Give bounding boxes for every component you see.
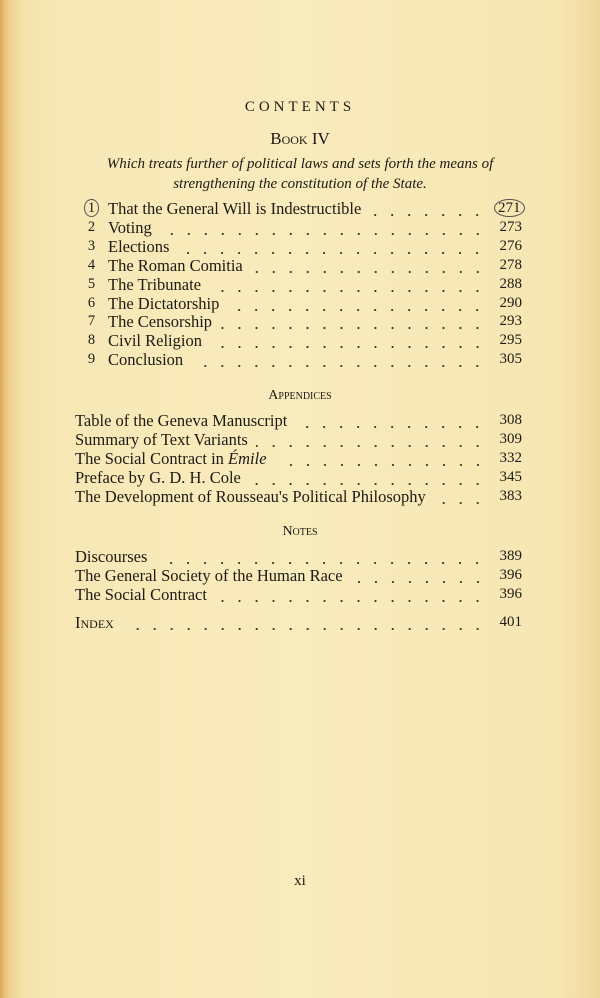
entry-title: [75, 487, 426, 506]
entry-title: [108, 218, 152, 237]
entry-title: [108, 312, 212, 331]
toc-entry-index[interactable]: [75, 613, 522, 632]
entry-page-text: 389: [499, 548, 522, 564]
subtitle-line-1: Which treats further of political laws and sets forth the means of: [106, 156, 494, 172]
notes-heading: Notes: [282, 524, 318, 539]
entry-title-emphasis: Émile: [228, 449, 267, 468]
entry-page: [494, 331, 522, 350]
entry-title: [108, 275, 201, 294]
toc-entry[interactable]: [75, 294, 522, 313]
entry-page: [494, 256, 522, 275]
leader-dots: [160, 218, 486, 237]
entry-title-text: Civil Religion: [108, 331, 202, 351]
entry-title: [108, 256, 243, 275]
leader-dots: [369, 199, 486, 218]
chapter-number-text: 7: [87, 313, 96, 330]
toc-entry[interactable]: [75, 218, 522, 237]
leader-dots: [209, 275, 486, 294]
entry-page-text: 273: [499, 218, 522, 235]
entry-title-text: Preface by G. D. H. Cole: [75, 468, 241, 487]
entry-page-text: 345: [499, 469, 522, 485]
subtitle-line-2: strengthening the constitution of the State.: [173, 176, 427, 192]
chapter-number-text: 3: [87, 237, 96, 254]
leader-dots: [256, 430, 486, 449]
entry-page-text: 396: [499, 567, 522, 583]
leader-dots: [220, 312, 486, 331]
entry-page-text: 383: [499, 488, 522, 504]
entry-page-text: 396: [499, 586, 522, 602]
chapter-number-text: 2: [87, 218, 96, 235]
entry-title-text: Elections: [108, 236, 170, 256]
entry-page: [494, 449, 522, 468]
entry-title-text: The Censorship: [108, 312, 213, 332]
entry-page: [494, 199, 522, 218]
entry-page-text: 295: [499, 332, 522, 349]
toc-entry[interactable]: [75, 237, 522, 256]
leader-dots: [434, 487, 486, 506]
chapter-number: [75, 218, 108, 237]
entry-page: 401: [499, 614, 522, 630]
chapter-number: [75, 275, 108, 294]
entry-page: [494, 468, 522, 487]
page-folio: xi: [294, 873, 306, 889]
entry-title-text: Table of the Geneva Manuscript: [75, 411, 288, 430]
toc-entry[interactable]: [75, 585, 522, 604]
entry-title: [75, 449, 267, 468]
entry-title: [75, 468, 241, 487]
chapter-number: [75, 237, 108, 256]
entry-title-text: That the General Will is Indestructible: [108, 199, 362, 218]
toc-entry[interactable]: [75, 547, 522, 566]
appendices-heading: Appendices: [268, 388, 332, 403]
entry-page: [494, 275, 522, 294]
entry-title-text: The General Society of the Human Race: [75, 566, 343, 585]
toc-entry[interactable]: [75, 312, 522, 331]
chapter-number-text: 9: [87, 351, 96, 368]
entry-title: [108, 237, 169, 256]
chapter-number: [75, 199, 108, 218]
contents-heading: CONTENTS: [244, 99, 356, 115]
entry-title: [75, 566, 343, 585]
entry-page: [494, 237, 522, 256]
toc-entry[interactable]: [75, 566, 522, 585]
entry-page-text: 332: [499, 450, 522, 466]
leader-dots: [210, 331, 486, 350]
entry-title: [108, 199, 361, 218]
entry-page: [494, 566, 522, 585]
toc-entry[interactable]: [75, 275, 522, 294]
chapter-number-text: 4: [87, 256, 96, 273]
leader-dots: [249, 468, 486, 487]
entry-page: [494, 350, 522, 369]
leader-dots: [295, 411, 486, 430]
entry-title: [108, 350, 183, 369]
leader-dots: [351, 566, 486, 585]
entry-title-text: Conclusion: [108, 350, 184, 370]
chapter-number-text: 1: [84, 199, 99, 217]
entry-title-text: The Dictatorship: [108, 293, 220, 313]
entry-title-text: The Social Contract in: [75, 449, 229, 468]
entry-page-text: 293: [499, 313, 522, 330]
chapter-number: [75, 256, 108, 275]
entry-title: [75, 430, 248, 449]
leader-dots: [215, 585, 486, 604]
leader-dots: [251, 256, 486, 275]
entry-title-text: The Tribunate: [108, 274, 202, 294]
entry-title-text: Voting: [108, 217, 152, 237]
toc-entry[interactable]: [75, 199, 522, 218]
entry-title-text: The Roman Comitia: [108, 255, 243, 275]
chapter-number-text: 6: [87, 294, 96, 311]
entry-page: [494, 585, 522, 604]
entry-page-text: 288: [499, 275, 522, 292]
entry-page-text: 271: [494, 199, 525, 217]
leader-dots: [191, 350, 486, 369]
entry-page-text: 309: [499, 431, 522, 447]
chapter-number: [75, 294, 108, 313]
toc-entry[interactable]: [75, 331, 522, 350]
entry-title: [108, 331, 202, 350]
toc-entry[interactable]: [75, 256, 522, 275]
leader-dots: [177, 237, 486, 256]
entry-title-text: Summary of Text Variants: [75, 430, 248, 449]
entry-title: [75, 547, 147, 566]
leader-dots: [227, 294, 486, 313]
entry-title: [75, 411, 287, 430]
book-subtitle: [0, 154, 600, 194]
entry-title: [108, 294, 219, 313]
chapter-number: [75, 331, 108, 350]
entry-page-text: 278: [499, 256, 522, 273]
chapter-number: [75, 350, 108, 369]
chapter-number: [75, 312, 108, 331]
entry-page-text: 276: [499, 237, 522, 254]
leader-dots: [155, 547, 486, 566]
entry-title-text: Discourses: [75, 547, 148, 566]
entry-page: [494, 218, 522, 237]
entry-page-text: 308: [499, 412, 522, 428]
entry-page: [494, 487, 522, 506]
toc-entry[interactable]: [75, 350, 522, 369]
entry-title-text: The Social Contract: [75, 585, 207, 604]
entry-page: [494, 430, 522, 449]
entry-page: [494, 547, 522, 566]
leader-dots: [122, 613, 486, 632]
toc-entry[interactable]: [75, 468, 522, 487]
entry-title-text: The Development of Rousseau's Political Philosophy: [75, 487, 426, 506]
toc-entry[interactable]: [75, 411, 522, 430]
entry-page-text: 305: [499, 351, 522, 368]
chapter-number-text: 5: [87, 275, 96, 292]
entry-page: [494, 294, 522, 313]
toc-entry[interactable]: [75, 449, 522, 468]
entry-page-text: 290: [499, 294, 522, 311]
entry-title: Index: [75, 613, 114, 632]
entry-page: [494, 411, 522, 430]
entry-title: [75, 585, 207, 604]
entry-page: [494, 312, 522, 331]
toc-entry[interactable]: [75, 430, 522, 449]
leader-dots: [275, 449, 486, 468]
toc-entry[interactable]: [75, 487, 522, 506]
book-heading: Book IV: [270, 129, 330, 148]
chapter-number-text: 8: [87, 332, 96, 349]
